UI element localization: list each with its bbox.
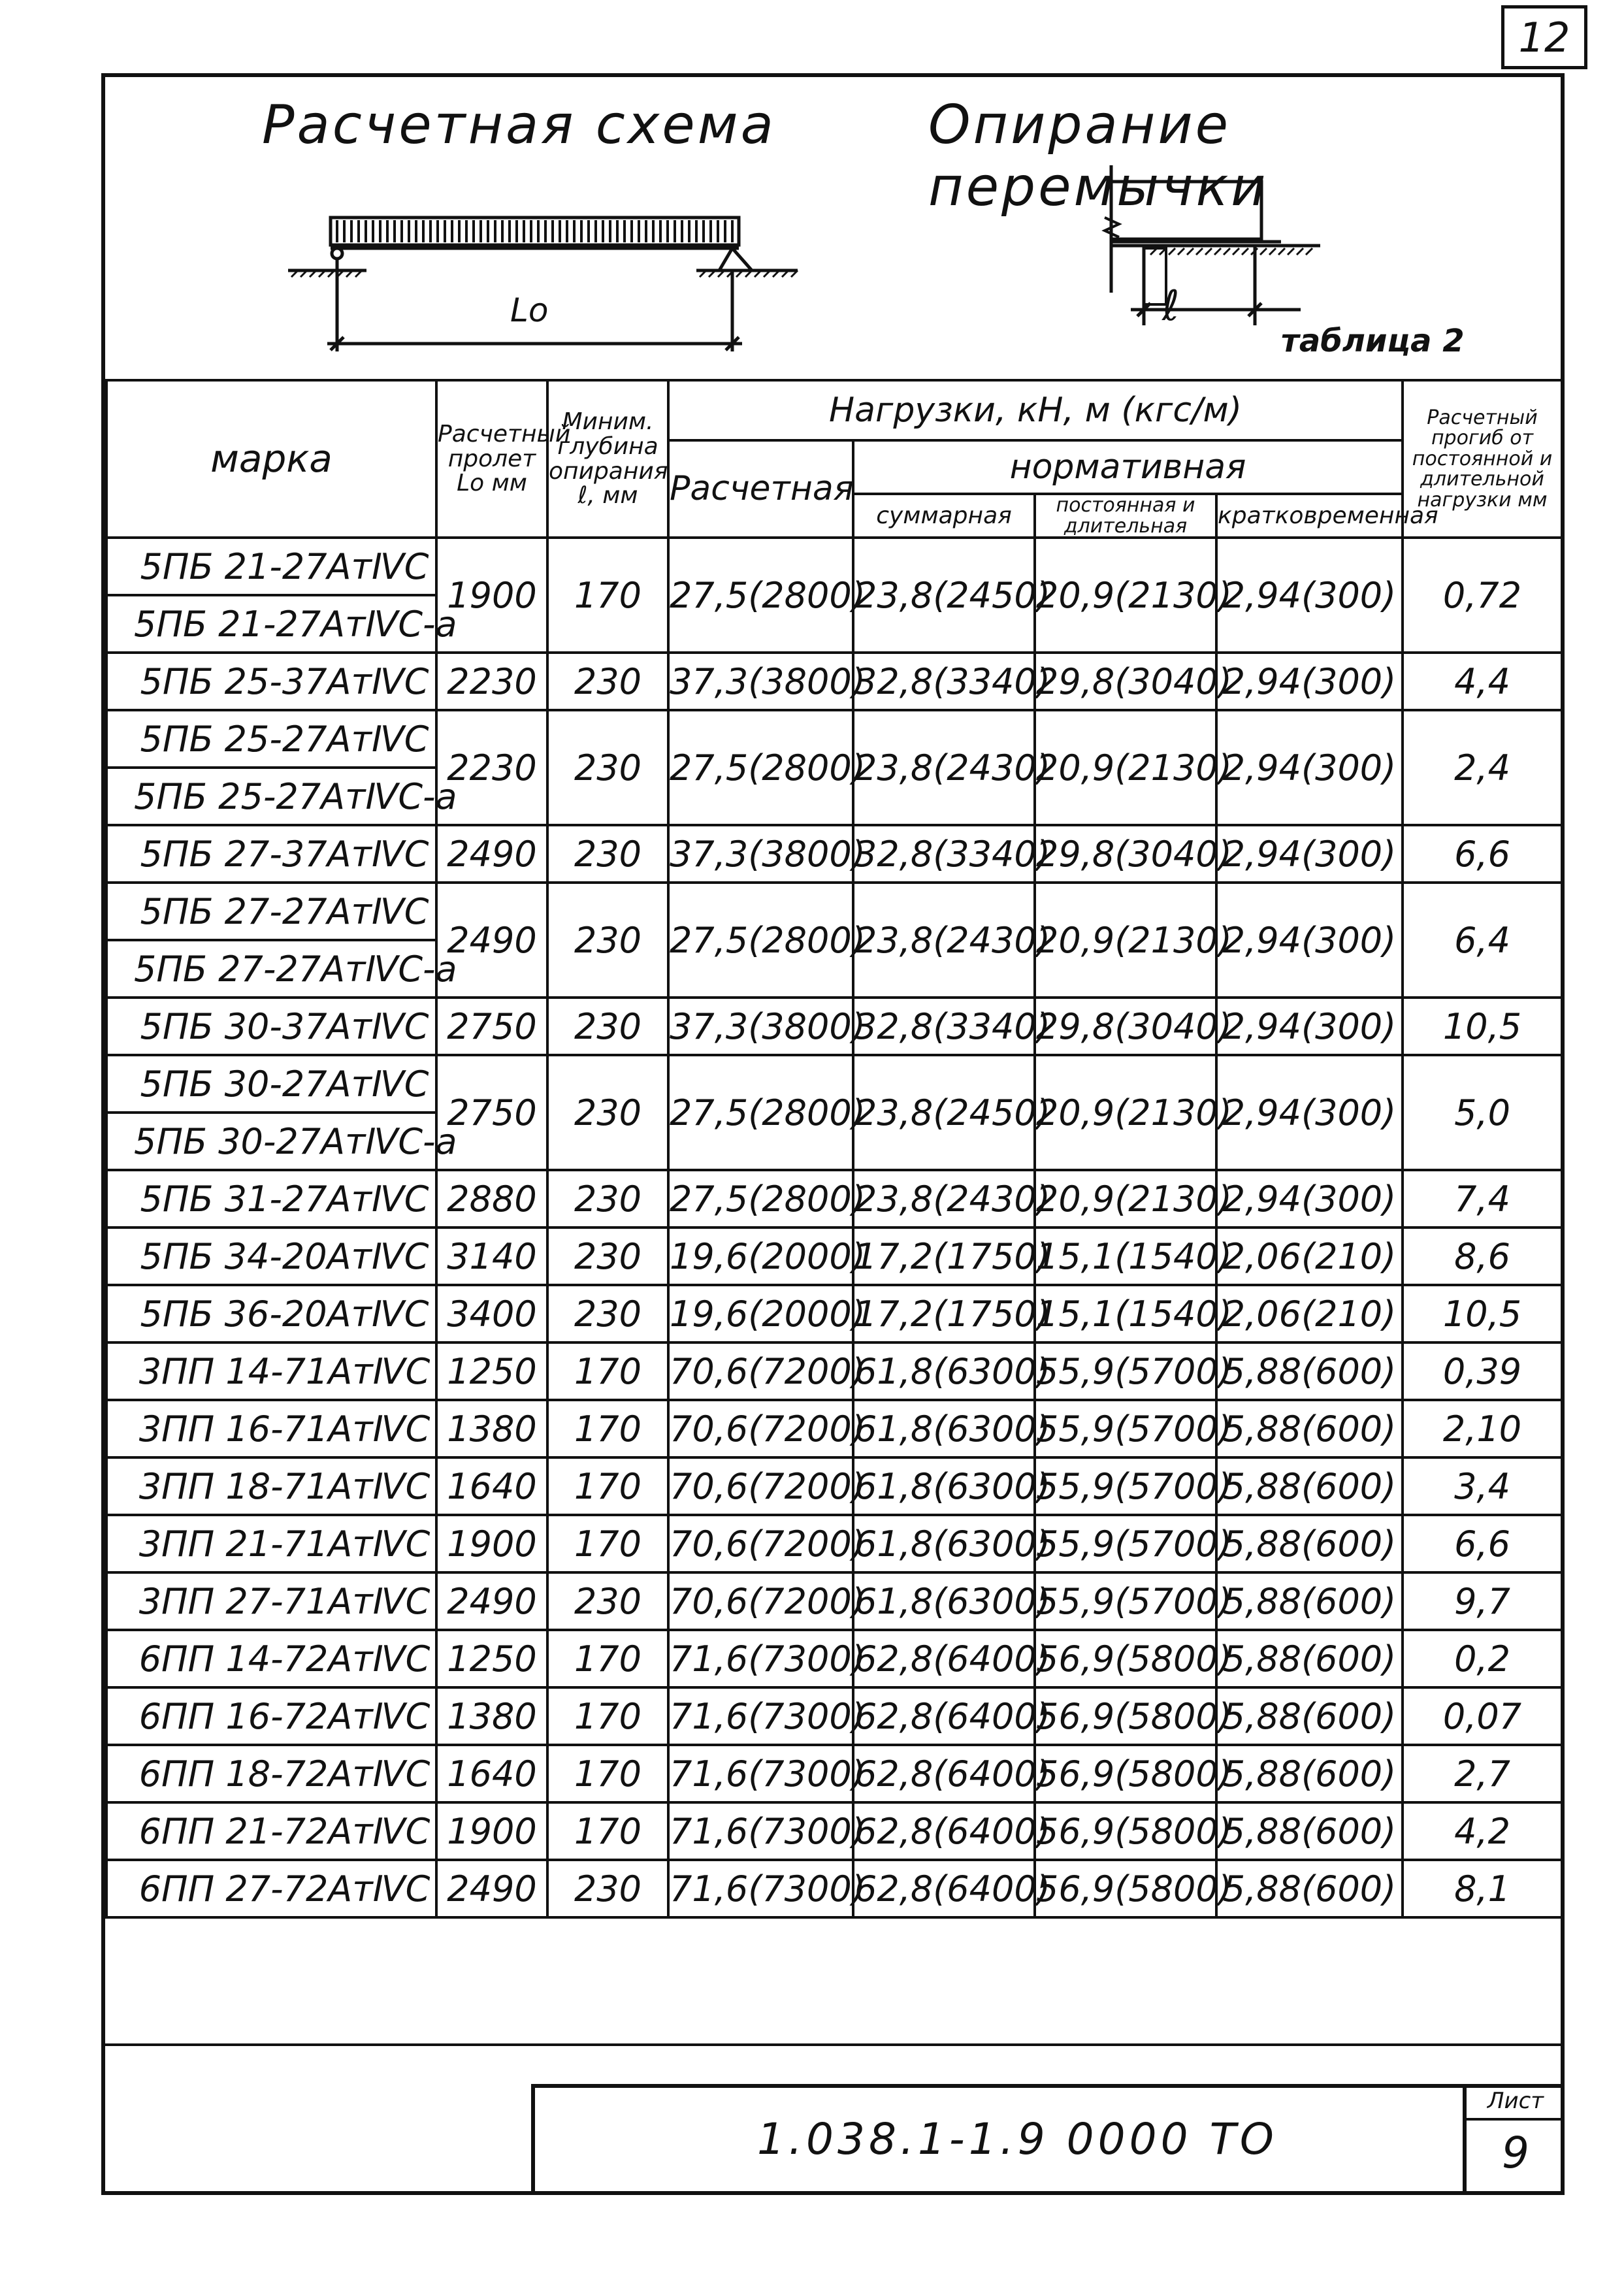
cell-span: 1380 [436, 1687, 547, 1745]
cell-permanent: 55,9(5700) [1035, 1457, 1216, 1515]
cell-span: 1250 [436, 1630, 547, 1687]
cell-deflection: 10,5 [1403, 998, 1562, 1055]
design-scheme-title: Расчетная схема [262, 94, 776, 156]
cell-depth: 170 [547, 538, 668, 653]
cell-deflection: 9,7 [1403, 1572, 1562, 1630]
cell-mark: 5ПБ 30-37АтⅣС [106, 998, 436, 1055]
cell-mark: 5ПБ 21-27АтⅣС-а [106, 595, 436, 653]
cell-span: 1900 [436, 538, 547, 653]
cell-permanent: 20,9(2130) [1035, 538, 1216, 653]
header-span: Расчетный пролет Lo мм [436, 380, 547, 538]
table-row [106, 653, 1562, 710]
cell-permanent: 56,9(5800) [1035, 1802, 1216, 1860]
cell-permanent: 20,9(2130) [1035, 1170, 1216, 1228]
table-row [106, 1802, 1562, 1860]
cell-mark: 6ПП 14-72АтⅣС [106, 1630, 436, 1687]
cell-depth: 170 [547, 1687, 668, 1745]
cell-span: 3140 [436, 1228, 547, 1285]
cell-mark: 5ПБ 25-27АтⅣС-а [106, 768, 436, 825]
cell-deflection: 10,5 [1403, 1285, 1562, 1342]
cell-depth: 230 [547, 653, 668, 710]
cell-permanent: 29,8(3040) [1035, 998, 1216, 1055]
cell-mark: 6ПП 16-72АтⅣС [106, 1687, 436, 1745]
cell-deflection: 3,4 [1403, 1457, 1562, 1515]
table-row [106, 1572, 1562, 1630]
cell-mark: 3ПП 27-71АтⅣС [106, 1572, 436, 1630]
cell-depth: 230 [547, 1860, 668, 1917]
cell-deflection: 8,1 [1403, 1860, 1562, 1917]
table-row [106, 1285, 1562, 1342]
cell-short: 2,94(300) [1216, 998, 1403, 1055]
table-caption: таблица 2 [1281, 323, 1465, 359]
cell-total: 61,8(6300) [853, 1572, 1035, 1630]
header-calc: Расчетная [668, 440, 853, 538]
cell-deflection: 0,2 [1403, 1630, 1562, 1687]
cell-calc: 71,6(7300) [668, 1687, 853, 1745]
footer-divider [105, 2043, 1561, 2046]
cell-span: 2490 [436, 1572, 547, 1630]
cell-total: 32,8(3340) [853, 653, 1035, 710]
cell-mark: 3ПП 14-71АтⅣС [106, 1342, 436, 1400]
cell-calc: 27,5(2800) [668, 710, 853, 825]
cell-mark: 5ПБ 25-37АтⅣС [106, 653, 436, 710]
cell-deflection: 2,10 [1403, 1400, 1562, 1457]
header-total: суммарная [853, 494, 1035, 538]
cell-span: 2490 [436, 1860, 547, 1917]
support-title: Опирание перемычки [928, 94, 1269, 218]
cell-deflection: 6,6 [1403, 1515, 1562, 1572]
cell-mark: 3ПП 21-71АтⅣС [106, 1515, 436, 1572]
cell-permanent: 55,9(5700) [1035, 1572, 1216, 1630]
cell-depth: 230 [547, 710, 668, 825]
cell-short: 2,94(300) [1216, 710, 1403, 825]
cell-deflection: 8,6 [1403, 1228, 1562, 1285]
cell-total: 61,8(6300) [853, 1400, 1035, 1457]
header-mark: марка [106, 380, 436, 538]
cell-permanent: 56,9(5800) [1035, 1687, 1216, 1745]
cell-deflection: 0,72 [1403, 538, 1562, 653]
cell-depth: 170 [547, 1630, 668, 1687]
cell-depth: 170 [547, 1802, 668, 1860]
cell-short: 5,88(600) [1216, 1342, 1403, 1400]
cell-deflection: 6,6 [1403, 825, 1562, 883]
cell-short: 5,88(600) [1216, 1630, 1403, 1687]
header-loads: Нагрузки, кН, м (кгс/м) [668, 380, 1403, 440]
cell-span: 2230 [436, 653, 547, 710]
cell-calc: 37,3(3800) [668, 998, 853, 1055]
table-row [106, 1400, 1562, 1457]
cell-span: 3400 [436, 1285, 547, 1342]
cell-span: 2490 [436, 883, 547, 998]
cell-short: 2,06(210) [1216, 1285, 1403, 1342]
cell-permanent: 20,9(2130) [1035, 1055, 1216, 1170]
cell-calc: 71,6(7300) [668, 1630, 853, 1687]
cell-depth: 230 [547, 1285, 668, 1342]
header-permanent: постоянная и длительная [1035, 494, 1216, 538]
table-row [106, 1687, 1562, 1745]
cell-calc: 27,5(2800) [668, 1055, 853, 1170]
table-row [106, 538, 1562, 595]
cell-total: 32,8(3340) [853, 825, 1035, 883]
cell-deflection: 4,4 [1403, 653, 1562, 710]
cell-mark: 5ПБ 27-27АтⅣС [106, 883, 436, 940]
cell-span: 1640 [436, 1745, 547, 1802]
cell-total: 62,8(6400) [853, 1630, 1035, 1687]
cell-depth: 230 [547, 998, 668, 1055]
cell-span: 2750 [436, 1055, 547, 1170]
cell-total: 23,8(2450) [853, 538, 1035, 653]
cell-short: 2,94(300) [1216, 653, 1403, 710]
cell-total: 23,8(2430) [853, 883, 1035, 998]
cell-span: 2490 [436, 825, 547, 883]
cell-permanent: 55,9(5700) [1035, 1400, 1216, 1457]
cell-short: 5,88(600) [1216, 1572, 1403, 1630]
cell-calc: 70,6(7200) [668, 1515, 853, 1572]
loads-table [105, 379, 1563, 1919]
table-row [106, 1170, 1562, 1228]
cell-depth: 170 [547, 1745, 668, 1802]
cell-deflection: 0,39 [1403, 1342, 1562, 1400]
cell-short: 5,88(600) [1216, 1687, 1403, 1745]
cell-mark: 5ПБ 21-27АтⅣС [106, 538, 436, 595]
cell-permanent: 15,1(1540) [1035, 1228, 1216, 1285]
cell-calc: 37,3(3800) [668, 825, 853, 883]
cell-deflection: 7,4 [1403, 1170, 1562, 1228]
cell-mark: 3ПП 18-71АтⅣС [106, 1457, 436, 1515]
cell-mark: 3ПП 16-71АтⅣС [106, 1400, 436, 1457]
cell-permanent: 56,9(5800) [1035, 1630, 1216, 1687]
cell-span: 2230 [436, 710, 547, 825]
cell-deflection: 2,4 [1403, 710, 1562, 825]
table-row [106, 1457, 1562, 1515]
cell-total: 61,8(6300) [853, 1515, 1035, 1572]
cell-deflection: 4,2 [1403, 1802, 1562, 1860]
table-row [106, 998, 1562, 1055]
cell-depth: 170 [547, 1342, 668, 1400]
cell-mark: 5ПБ 25-27АтⅣС [106, 710, 436, 768]
cell-permanent: 29,8(3040) [1035, 653, 1216, 710]
cell-depth: 230 [547, 1572, 668, 1630]
table-row [106, 710, 1562, 768]
cell-short: 5,88(600) [1216, 1457, 1403, 1515]
span-symbol: Lo [510, 291, 549, 329]
cell-span: 2880 [436, 1170, 547, 1228]
stamp-box [531, 2084, 1561, 2191]
cell-deflection: 2,7 [1403, 1745, 1562, 1802]
cell-calc: 27,5(2800) [668, 883, 853, 998]
table-row [106, 1055, 1562, 1113]
cell-short: 2,94(300) [1216, 1170, 1403, 1228]
cell-mark: 5ПБ 36-20АтⅣС [106, 1285, 436, 1342]
cell-span: 1900 [436, 1802, 547, 1860]
cell-short: 5,88(600) [1216, 1860, 1403, 1917]
cell-depth: 230 [547, 883, 668, 998]
sheet-number: 9 [1502, 2128, 1529, 2178]
cell-calc: 70,6(7200) [668, 1457, 853, 1515]
cell-calc: 19,6(2000) [668, 1228, 853, 1285]
cell-short: 2,94(300) [1216, 538, 1403, 653]
table-body [106, 538, 1562, 1917]
cell-depth: 230 [547, 825, 668, 883]
cell-short: 2,94(300) [1216, 1055, 1403, 1170]
table-row [106, 825, 1562, 883]
cell-span: 1380 [436, 1400, 547, 1457]
cell-short: 5,88(600) [1216, 1515, 1403, 1572]
header-normative: нормативная [853, 440, 1403, 494]
header-depth: Миним. глубина опирания ℓ, мм [547, 380, 668, 538]
cell-depth: 170 [547, 1400, 668, 1457]
cell-total: 23,8(2430) [853, 710, 1035, 825]
cell-calc: 27,5(2800) [668, 1170, 853, 1228]
table-row [106, 1860, 1562, 1917]
cell-calc: 70,6(7200) [668, 1400, 853, 1457]
cell-calc: 70,6(7200) [668, 1342, 853, 1400]
table-row [106, 1745, 1562, 1802]
beam-scheme-diagram [288, 218, 798, 351]
cell-total: 62,8(6400) [853, 1745, 1035, 1802]
cell-span: 2750 [436, 998, 547, 1055]
cell-mark: 5ПБ 27-27АтⅣС-а [106, 940, 436, 998]
cell-permanent: 56,9(5800) [1035, 1860, 1216, 1917]
cell-mark: 5ПБ 34-20АтⅣС [106, 1228, 436, 1285]
drawing-frame [101, 73, 1565, 2195]
cell-mark: 6ПП 21-72АтⅣС [106, 1802, 436, 1860]
cell-depth: 170 [547, 1515, 668, 1572]
cell-permanent: 20,9(2130) [1035, 883, 1216, 998]
cell-short: 2,06(210) [1216, 1228, 1403, 1285]
cell-calc: 71,6(7300) [668, 1745, 853, 1802]
cell-depth: 230 [547, 1170, 668, 1228]
cell-permanent: 15,1(1540) [1035, 1285, 1216, 1342]
sheet-label: Лист [1467, 2084, 1565, 2121]
cell-permanent: 29,8(3040) [1035, 825, 1216, 883]
cell-total: 32,8(3340) [853, 998, 1035, 1055]
cell-calc: 71,6(7300) [668, 1802, 853, 1860]
cell-permanent: 20,9(2130) [1035, 710, 1216, 825]
cell-span: 1640 [436, 1457, 547, 1515]
cell-short: 5,88(600) [1216, 1802, 1403, 1860]
cell-calc: 27,5(2800) [668, 538, 853, 653]
table-row [106, 1342, 1562, 1400]
cell-deflection: 0,07 [1403, 1687, 1562, 1745]
cell-total: 23,8(2450) [853, 1055, 1035, 1170]
cell-short: 2,94(300) [1216, 883, 1403, 998]
header-zone [105, 77, 1561, 384]
cell-calc: 37,3(3800) [668, 653, 853, 710]
cell-permanent: 56,9(5800) [1035, 1745, 1216, 1802]
cell-short: 5,88(600) [1216, 1400, 1403, 1457]
cell-permanent: 55,9(5700) [1035, 1342, 1216, 1400]
cell-depth: 230 [547, 1228, 668, 1285]
cell-mark: 6ПП 27-72АтⅣС [106, 1860, 436, 1917]
cell-depth: 170 [547, 1457, 668, 1515]
cell-calc: 71,6(7300) [668, 1860, 853, 1917]
title-block [105, 2043, 1561, 2191]
cell-span: 1250 [436, 1342, 547, 1400]
table-row [106, 883, 1562, 940]
table-row [106, 1515, 1562, 1572]
header-short: кратковременная [1216, 494, 1403, 538]
sheet-box [1463, 2084, 1565, 2195]
cell-mark: 5ПБ 27-37АтⅣС [106, 825, 436, 883]
table-row [106, 1630, 1562, 1687]
cell-short: 5,88(600) [1216, 1745, 1403, 1802]
cell-depth: 230 [547, 1055, 668, 1170]
cell-deflection: 5,0 [1403, 1055, 1562, 1170]
document-code: 1.038.1-1.9 0000 ТО [757, 2114, 1278, 2164]
cell-calc: 19,6(2000) [668, 1285, 853, 1342]
cell-total: 61,8(6300) [853, 1457, 1035, 1515]
table-row [106, 1228, 1562, 1285]
cell-mark: 6ПП 18-72АтⅣС [106, 1745, 436, 1802]
cell-total: 17,2(1750) [853, 1285, 1035, 1342]
cell-calc: 70,6(7200) [668, 1572, 853, 1630]
cell-total: 62,8(6400) [853, 1687, 1035, 1745]
cell-total: 23,8(2430) [853, 1170, 1035, 1228]
cell-deflection: 6,4 [1403, 883, 1562, 998]
cell-total: 62,8(6400) [853, 1860, 1035, 1917]
cell-short: 2,94(300) [1216, 825, 1403, 883]
cell-permanent: 55,9(5700) [1035, 1515, 1216, 1572]
cell-mark: 5ПБ 31-27АтⅣС [106, 1170, 436, 1228]
lintel-support-diagram [1105, 165, 1320, 325]
cell-total: 17,2(1750) [853, 1228, 1035, 1285]
page-number: 12 [1501, 5, 1587, 69]
support-length-symbol: ℓ [1162, 282, 1180, 331]
cell-mark: 5ПБ 30-27АтⅣС [106, 1055, 436, 1113]
cell-total: 62,8(6400) [853, 1802, 1035, 1860]
cell-span: 1900 [436, 1515, 547, 1572]
header-deflection: Расчетный прогиб от постоянной и длительной нагрузки мм [1403, 380, 1562, 538]
cell-mark: 5ПБ 30-27АтⅣС-а [106, 1113, 436, 1170]
cell-total: 61,8(6300) [853, 1342, 1035, 1400]
